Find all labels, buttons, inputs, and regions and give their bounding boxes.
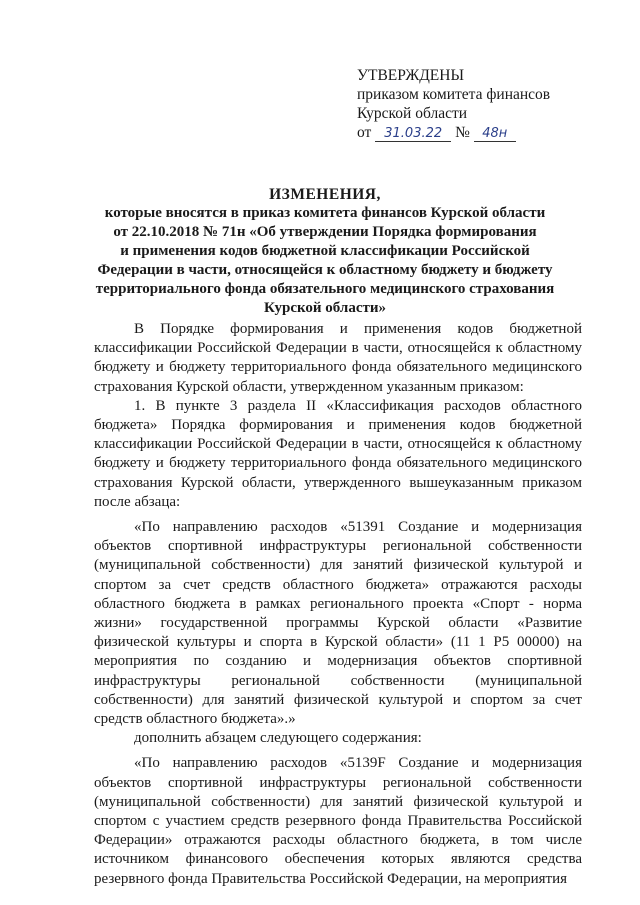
title-line: Федерации в части, относящейся к областному бюджету и бюджету: [97, 262, 553, 278]
approval-stamp: [357, 66, 550, 142]
body-paragraph: дополнить абзацем следующего содержания:: [134, 730, 422, 747]
approval-issuer: приказом комитета финансов: [357, 86, 551, 103]
number-prefix: №: [455, 124, 470, 141]
title-line: и применения кодов бюджетной классификации Российской: [120, 243, 530, 259]
title-line: территориального фонда обязательного медицинского страхования: [95, 281, 555, 297]
title-heading: ИЗМЕНЕНИЯ,: [269, 186, 381, 203]
title-line: которые вносятся в приказ комитета финансов Курской области: [104, 205, 546, 221]
approval-heading: УТВЕРЖДЕНЫ: [357, 67, 464, 84]
title-line: Курской области»: [263, 300, 387, 316]
body-paragraph: В Порядке формирования и применения кодов бюджетной классификации Российской Федерации в части, относящейся к областному бюджету и бюджету территориального фонда обязательного медицинского страхования Курской области, утвержденном указанным приказом:: [94, 321, 582, 395]
quoted-paragraph: «По направлению расходов «5139F Создание и модернизация объектов спортивной инфраструктуры региональной собственности (муниципальной собственности) для занятий физической культурой и спортом с участием средств резервного фонда Правительства Российской Федерации» отражаются расходы областного бюджета, в том числе источником финансового обеспечения которых являются средства резервного фонда Правительства Российской Федерации, на мероприятия: [94, 755, 582, 887]
handwritten-date: 31.03.22: [375, 126, 451, 142]
handwritten-number: 48н: [474, 126, 516, 142]
title-line: от 22.10.2018 № 71н «Об утверждении Порядка формирования: [113, 224, 537, 240]
approval-date-row: [357, 123, 550, 142]
approval-region: Курской области: [357, 105, 468, 122]
document-body: [94, 320, 582, 889]
date-prefix: от: [357, 124, 372, 141]
body-paragraph: 1. В пункте 3 раздела II «Классификация расходов областного бюджета» Порядка формирования и применения кодов бюджетной классификации Российской Федерации в части, относящейся к областному бюджету и бюджету территориального фонда обязательного медицинского страхования Курской области, утвержденного вышеуказанным приказом после абзаца:: [94, 397, 582, 510]
quoted-paragraph: «По направлению расходов «51391 Создание и модернизация объектов спортивной инфраструктуры региональной собственности (муниципальной собственности) для занятий физической культурой и спортом за счет средств областного бюджета» отражаются расходы областного бюджета в рамках регионального проекта «Спорт - норма жизни» государственной программы Курской области «Развитие физической культуры и спорта в Курской области» (11 1 Р5 00000) на мероприятия по созданию и модернизация объектов спортивной инфраструктуры региональной собственности (муниципальной собственности) для занятий физической культурой и спортом за счет средств областного бюджета».»: [94, 519, 582, 728]
document-title: [80, 185, 570, 318]
